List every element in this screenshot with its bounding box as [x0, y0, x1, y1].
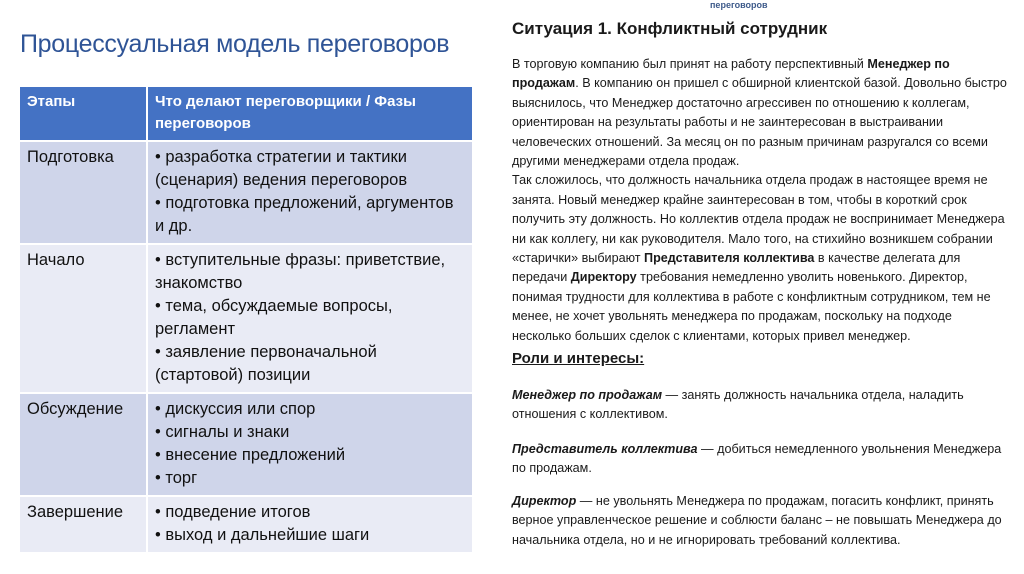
- role-name: Директор: [512, 494, 577, 508]
- stage-cell: Подготовка: [19, 141, 147, 244]
- case-bold-representative: Представителя коллектива: [644, 251, 815, 266]
- role-representative: [512, 440, 1017, 479]
- case-text: Так сложилось, что должность начальника отдела продаж в настоящее время не занята. Новый менеджер крайне заинтересован в том, чтобы в короткий срок получить эту должность. Но коллектив отдела продаж не воспринимает Менеджера ни как коллегу, ни как руководителя. Мало того, на стихийно возникшем собрании «старички» выбирают: [512, 173, 1005, 266]
- stage-cell: Завершение: [19, 496, 147, 553]
- role-name: Представитель коллектива: [512, 442, 698, 456]
- case-description: [512, 55, 1012, 346]
- role-director: [512, 492, 1017, 550]
- stage-cell: Начало: [19, 244, 147, 393]
- negotiation-stages-table: [18, 85, 474, 554]
- action-item: • выход и дальнейшие шаги: [155, 526, 370, 544]
- case-bold-director: Директору: [570, 270, 637, 285]
- header-actions: Что делают переговорщики / Фазы переговоров: [147, 86, 473, 141]
- role-text: — добиться немедленного увольнения Менеджера по продажам.: [512, 442, 1002, 476]
- case-title: Ситуация 1. Конфликтный сотрудник: [512, 19, 828, 38]
- action-item: • заявление первоначальной (стартовой) позиции: [155, 343, 377, 384]
- table-header-row: [19, 86, 473, 141]
- role-name: Менеджер по продажам: [512, 388, 663, 402]
- action-item: • подготовка предложений, аргументов и др.: [155, 194, 454, 235]
- action-item: • торг: [155, 469, 198, 487]
- case-text: в качестве делегата для передачи: [512, 251, 961, 285]
- role-text: — занять должность начальника отдела, наладить отношения с коллективом.: [512, 388, 964, 422]
- cut-off-header: переговоров: [710, 0, 768, 10]
- action-item: • дискуссия или спор: [155, 400, 316, 418]
- table-row: [19, 141, 473, 244]
- header-stages: Этапы: [19, 86, 147, 141]
- actions-cell: [147, 141, 473, 244]
- case-text: В торговую компанию был принят на работу перспективный: [512, 57, 868, 71]
- table-row: [19, 393, 473, 496]
- actions-cell: [147, 393, 473, 496]
- action-item: • сигналы и знаки: [155, 423, 290, 441]
- role-text: — не увольнять Менеджера по продажам, погасить конфликт, принять верное управленческое решение и соблюсти баланс – не повышать Менеджера до начальника отдела, но и не игнорировать требований коллектива.: [512, 494, 1002, 547]
- actions-cell: [147, 244, 473, 393]
- case-text: . В компанию он пришел с обширной клиентской базой. Довольно быстро выяснилось, что Менеджер достаточно агрессивен по отношению к коллегам, ориентирован на результаты работы и не заинтересован в выстраивании человеческих отношений. За месяц он по разным причинам разругался со всеми другими менеджерами отдела продаж.: [512, 76, 1007, 169]
- case-bold-manager: Менеджер по продажам: [512, 57, 950, 91]
- role-manager: [512, 386, 1017, 425]
- action-item: • разработка стратегии и тактики (сценария) ведения переговоров: [155, 148, 408, 189]
- action-item: • вступительные фразы: приветствие, знакомство: [155, 251, 446, 292]
- table-row: [19, 496, 473, 553]
- stage-cell: Обсуждение: [19, 393, 147, 496]
- action-item: • тема, обсуждаемые вопросы, регламент: [155, 297, 393, 338]
- roles-heading: Роли и интересы:: [512, 350, 645, 367]
- table-row: [19, 244, 473, 393]
- case-text: требования немедленно уволить новенького. Директор, понимая трудности для коллектива в работе с конфликтным сотрудником, тем не менее, не хочет увольнять менеджера по продажам, поскольку на подходе несколько больших сделок с клиентами, которых привел менеджер.: [512, 270, 991, 343]
- action-item: • внесение предложений: [155, 446, 346, 464]
- action-item: • подведение итогов: [155, 503, 311, 521]
- slide-title: Процессуальная модель переговоров: [20, 30, 450, 58]
- actions-cell: [147, 496, 473, 553]
